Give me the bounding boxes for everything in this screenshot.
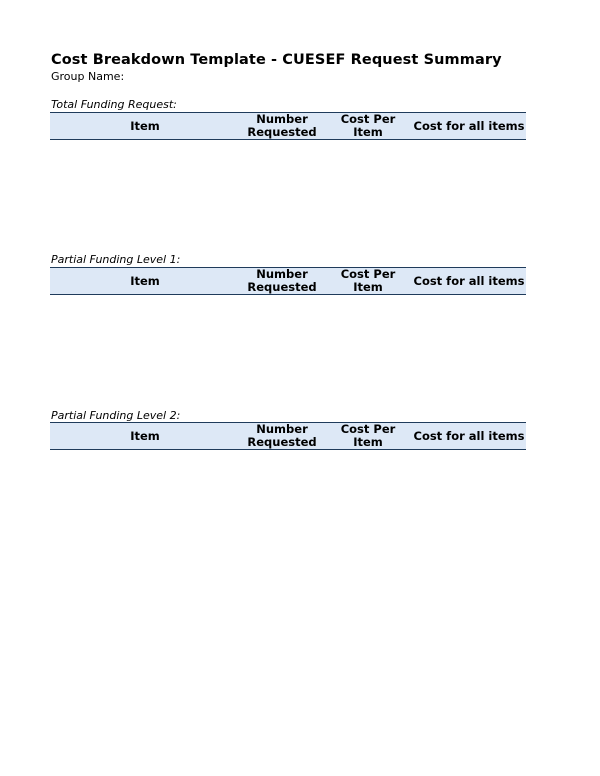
column-header-cost-for-all-items: Cost for all items [413,118,525,133]
column-header-cost-for-all-items: Cost for all items [413,428,525,443]
section-label-partial-level-2: Partial Funding Level 2: [51,409,181,422]
column-header-cost-per-item: Cost Per Item [340,422,396,449]
table-header-partial-level-1 [50,267,526,295]
table-header-partial-level-2 [50,422,526,450]
column-header-cost-per-item: Cost Per Item [340,112,396,139]
table-header-total-funding [50,112,526,140]
column-header-number-requested: Number Requested [247,112,317,139]
group-name-label: Group Name: [51,70,125,83]
document-title: Cost Breakdown Template - CUESEF Request Summary [51,52,502,68]
column-header-number-requested: Number Requested [247,422,317,449]
section-label-total-funding: Total Funding Request: [51,98,177,111]
column-header-number-requested: Number Requested [247,267,317,294]
section-label-partial-level-1: Partial Funding Level 1: [51,253,181,266]
column-header-item: Item [130,118,160,133]
column-header-item: Item [130,273,160,288]
column-header-cost-for-all-items: Cost for all items [413,273,525,288]
column-header-item: Item [130,428,160,443]
column-header-cost-per-item: Cost Per Item [340,267,396,294]
